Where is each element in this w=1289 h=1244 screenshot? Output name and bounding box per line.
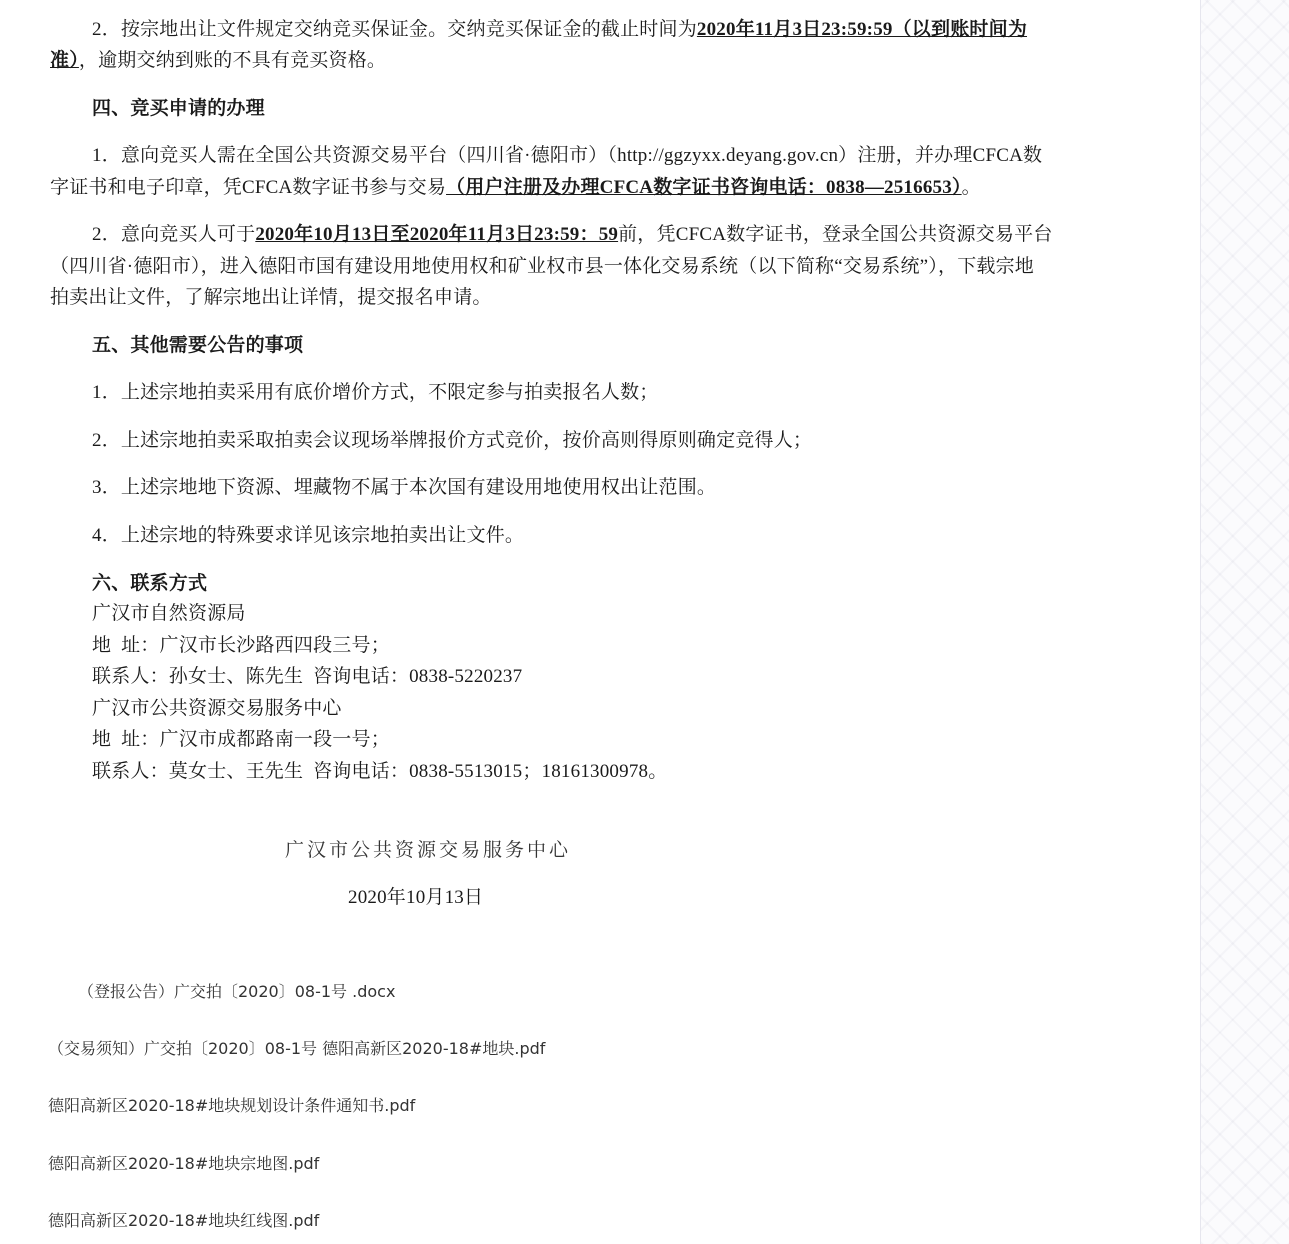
attachment-link-4[interactable]: 德阳高新区2020-18#地块宗地图.pdf [48, 1154, 320, 1173]
deposit-item-line2 [50, 45, 386, 77]
deposit-text: 2．按宗地出让文件规定交纳竞买保证金。交纳竞买保证金的截止时间为 [92, 19, 697, 40]
side-pattern-panel [1200, 0, 1289, 1244]
contact-org-2: 广汉市公共资源交易服务中心 [92, 698, 342, 719]
cfca-hotline: （用户注册及办理CFCA数字证书咨询电话：0838—2516653） [446, 177, 962, 198]
apply-item2-text: 2．意向竞买人可于 [92, 224, 256, 245]
contact-address-1: 地 址：广汉市长沙路西四段三号； [92, 635, 390, 656]
notice-item-3: 3．上述宗地地下资源、埋藏物不属于本次国有建设用地使用权出让范围。 [92, 477, 717, 498]
apply-item1-line1: 1．意向竞买人需在全国公共资源交易平台（四川省·德阳市）（http://ggzyxx.deyang.gov.cn）注册，并办理CFCA数 [92, 145, 1043, 166]
attachment-link-1[interactable]: （登报公告）广交拍〔2020〕08-1号 .docx [78, 982, 396, 1001]
contact-address-2: 地 址：广汉市成都路南一段一号； [92, 729, 390, 750]
notice-item-2: 2．上述宗地拍卖采取拍卖会议现场举牌报价方式竞价，按价高则得原则确定竞得人； [92, 430, 813, 451]
signature-date: 2020年10月13日 [348, 887, 484, 908]
deposit-deadline: 2020年11月3日23:59:59（以到账时间为 [696, 19, 1028, 40]
contact-person-1: 联系人：孙女士、陈先生 咨询电话：0838-5220237 [92, 666, 523, 687]
notice-item-4: 4．上述宗地的特殊要求详见该宗地拍卖出让文件。 [92, 525, 525, 546]
apply-item1-text: 字证书和电子印章，凭CFCA数字证书参与交易 [50, 177, 447, 198]
apply-item2-line3: 拍卖出让文件，了解宗地出让详情，提交报名申请。 [50, 287, 492, 308]
apply-item2-text-cont: 前，凭CFCA数字证书，登录全国公共资源交易平台 [618, 224, 1053, 245]
section-5-heading: 五、其他需要公告的事项 [92, 334, 304, 356]
section-4-heading: 四、竞买申请的办理 [92, 97, 265, 119]
apply-item2-line2: （四川省·德阳市），进入德阳市国有建设用地使用权和矿业权市县一体化交易系统（以下简称“交易系统”），下载宗地 [50, 256, 1034, 277]
signature-org: 广汉市公共资源交易服务中心 [285, 840, 572, 861]
deposit-text-end: ，逾期交纳到账的不具有竞买资格。 [78, 50, 387, 71]
attachment-link-2[interactable]: （交易须知）广交拍〔2020〕08-1号 德阳高新区2020-18#地块.pdf [48, 1039, 546, 1058]
attachment-link-3[interactable]: 德阳高新区2020-18#地块规划设计条件通知书.pdf [48, 1096, 416, 1115]
section-6-heading: 六、联系方式 [92, 572, 208, 594]
apply-item2-line1 [92, 219, 1053, 251]
apply-item1-end: 。 [961, 177, 981, 198]
contact-person-2: 联系人：莫女士、王先生 咨询电话：0838-5513015；18161300978。 [92, 761, 668, 782]
contact-org-1: 广汉市自然资源局 [92, 603, 246, 624]
attachment-link-5[interactable]: 德阳高新区2020-18#地块红线图.pdf [48, 1211, 320, 1230]
apply-period: 2020年10月13日至2020年11月3日23:59：59 [255, 224, 619, 245]
notice-item-1: 1．上述宗地拍卖采用有底价增价方式，不限定参与拍卖报名人数； [92, 382, 659, 403]
deposit-item-line1 [92, 14, 1027, 46]
deposit-deadline-end: 准） [50, 50, 79, 71]
apply-item1-line2 [50, 172, 981, 204]
